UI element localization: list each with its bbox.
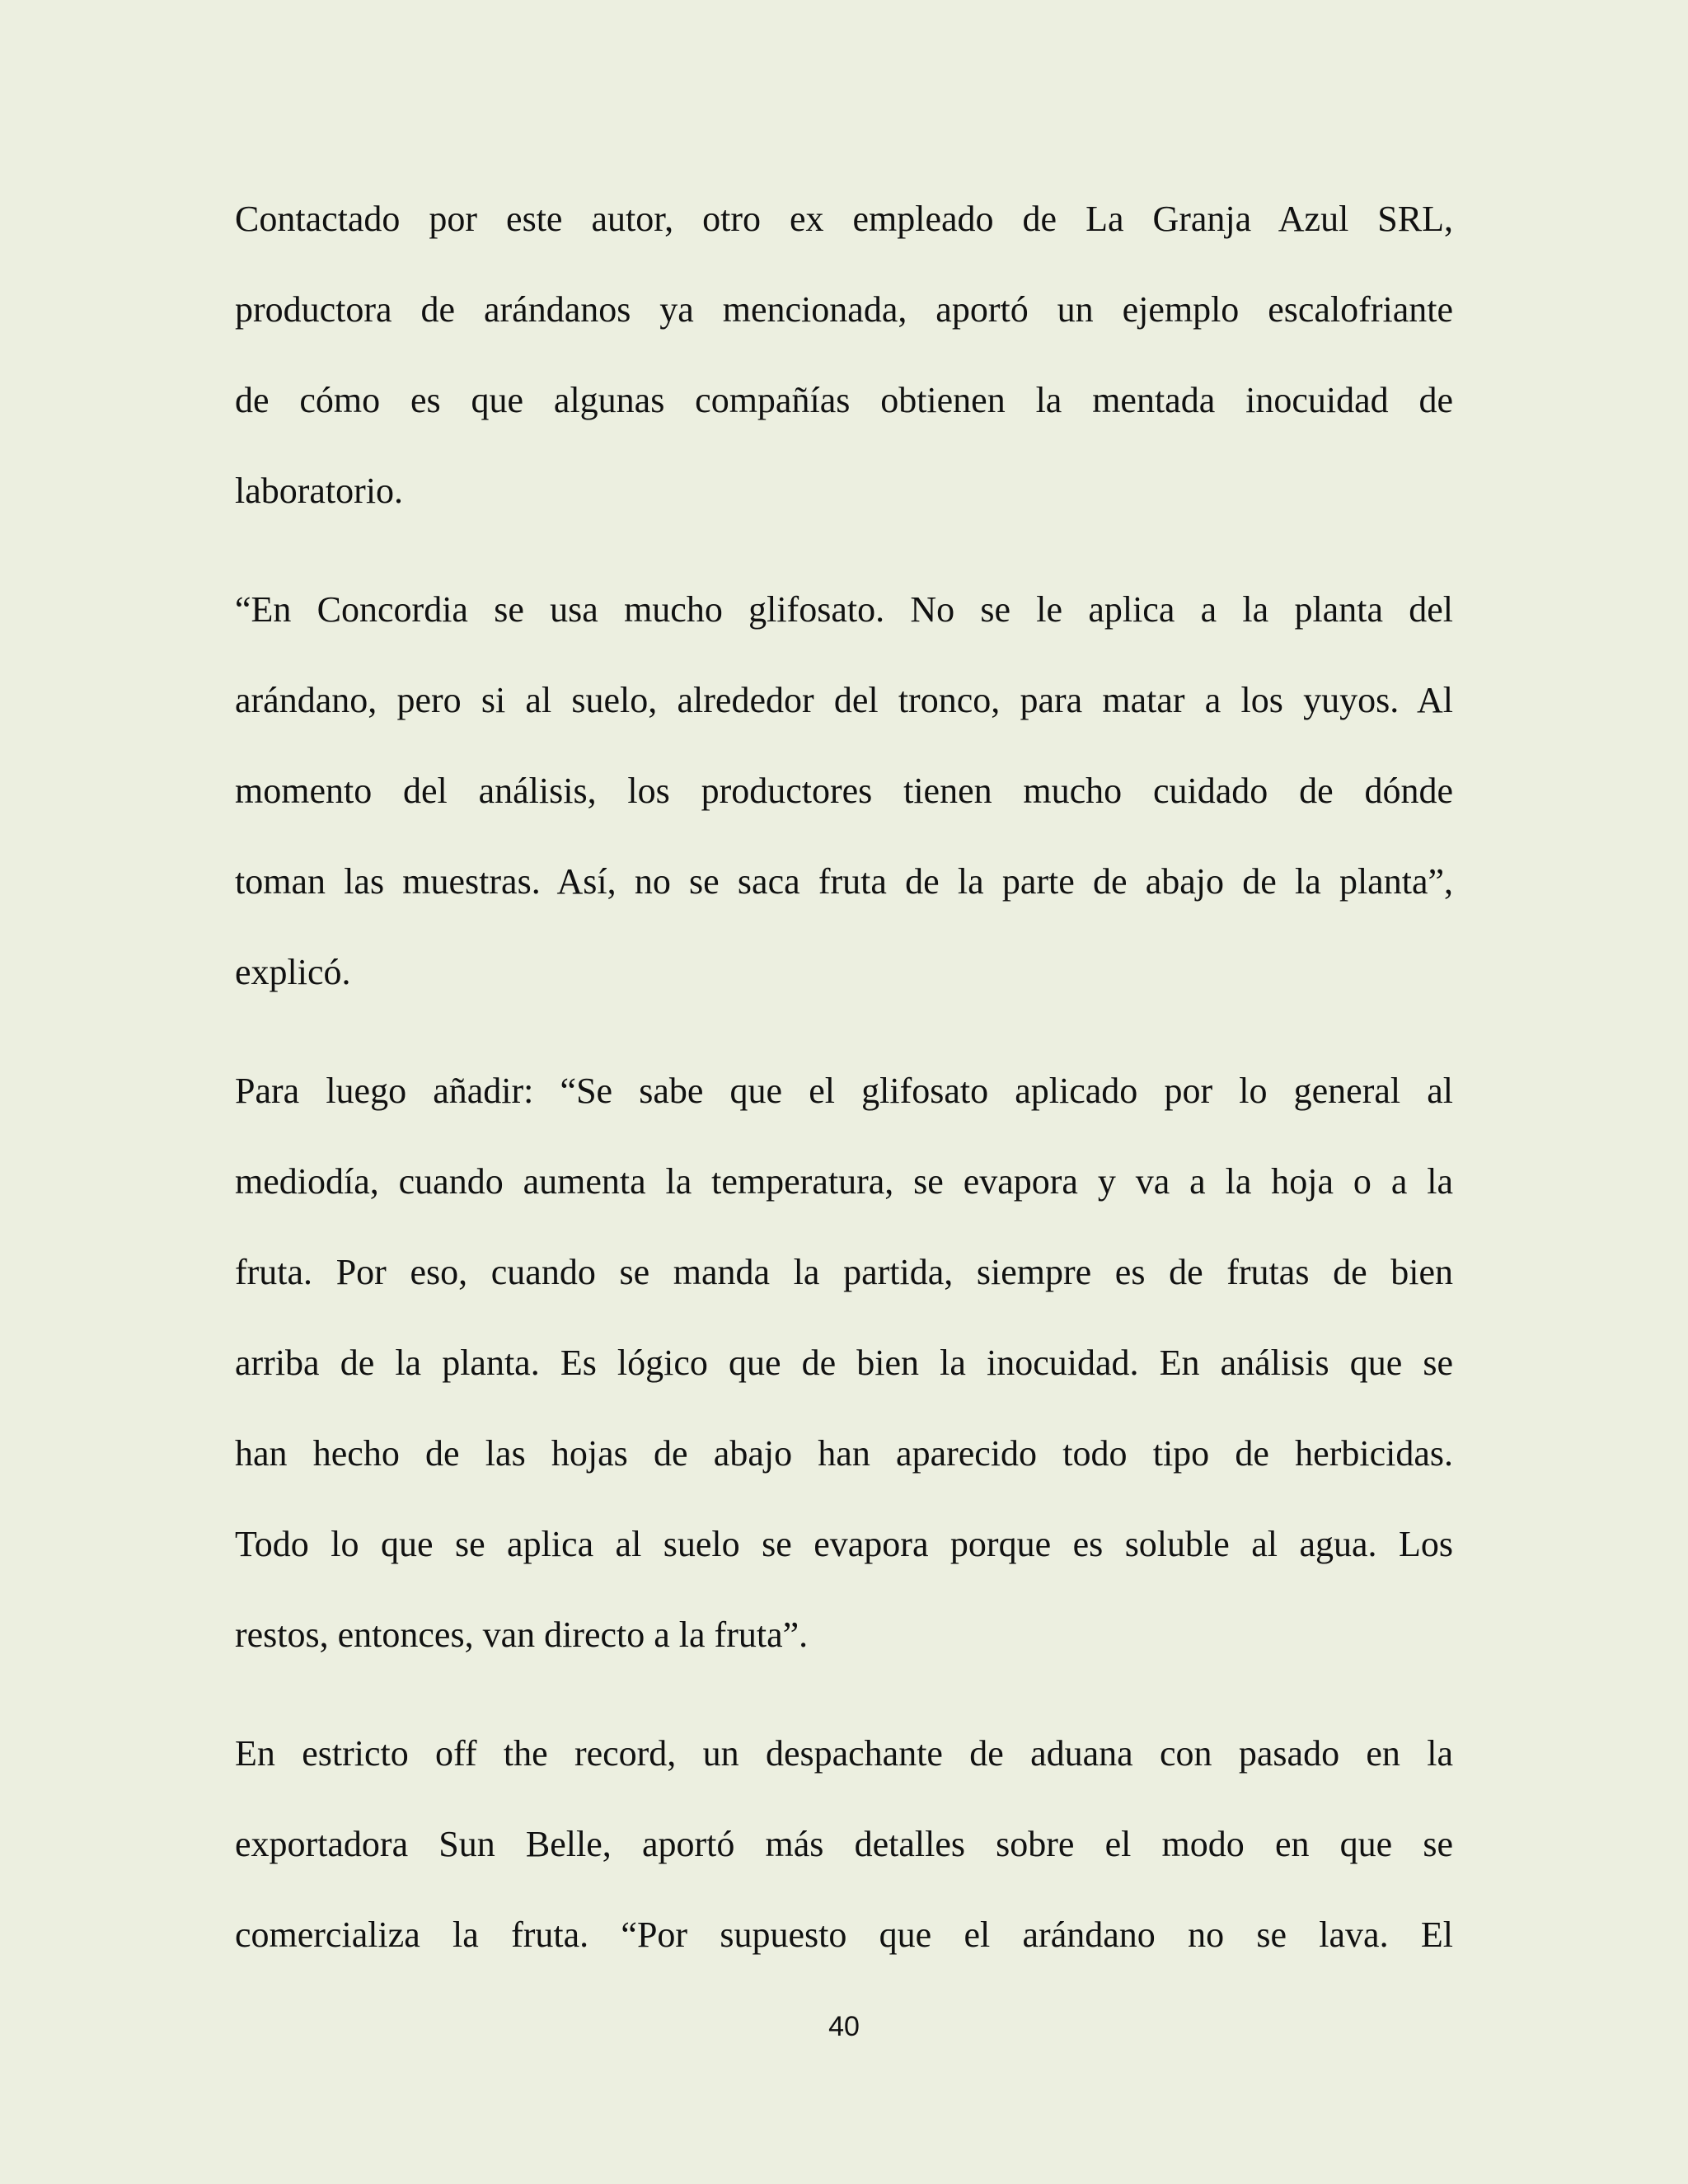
page-number: 40 <box>828 2011 860 2042</box>
text-line: laboratorio. <box>235 471 404 511</box>
text-line: arriba de la planta. Es lógico que de bien la inocuidad. En análisis que se <box>235 1343 1453 1383</box>
text-line: momento del análisis, los productores tienen mucho cuidado de dónde <box>235 771 1453 811</box>
text-line: mediodía, cuando aumenta la temperatura, se evapora y va a la hoja o a la <box>235 1161 1453 1202</box>
text-line: Para luego añadir: “Se sabe que el glifosato aplicado por lo general al <box>235 1071 1453 1111</box>
text-line: Contactado por este autor, otro ex empleado de La Granja Azul SRL, <box>235 199 1453 239</box>
text-line: “En Concordia se usa mucho glifosato. No se le aplica a la planta del <box>235 589 1453 630</box>
text-line: productora de arándanos ya mencionada, aportó un ejemplo escalofriante <box>235 289 1453 330</box>
text-line: En estricto off the record, un despachante de aduana con pasado en la <box>235 1733 1453 1774</box>
paragraph-3 <box>235 1060 1453 1694</box>
text-line: Todo lo que se aplica al suelo se evapora porque es soluble al agua. Los <box>235 1524 1453 1564</box>
text-line: toman las muestras. Así, no se saca fruta de la parte de abajo de la planta”, <box>235 861 1453 902</box>
text-line: exportadora Sun Belle, aportó más detalles sobre el modo en que se <box>235 1824 1453 1864</box>
text-line: explicó. <box>235 952 351 992</box>
text-line: fruta. Por eso, cuando se manda la partida, siempre es de frutas de bien <box>235 1252 1453 1292</box>
text-line: han hecho de las hojas de abajo han aparecido todo tipo de herbicidas. <box>235 1433 1453 1474</box>
text-line: comercializa la fruta. “Por supuesto que el arándano no se lava. El <box>235 1915 1453 1955</box>
paragraph-1 <box>235 188 1453 551</box>
text-line: restos, entonces, van directo a la fruta”. <box>235 1615 809 1655</box>
paragraph-4 <box>235 1722 1453 1994</box>
text-line: de cómo es que algunas compañías obtienen la mentada inocuidad de <box>235 380 1453 420</box>
text-line: arándano, pero si al suelo, alrededor del tronco, para matar a los yuyos. Al <box>235 680 1453 720</box>
paragraph-2 <box>235 579 1453 1032</box>
document-body <box>235 188 1453 2022</box>
